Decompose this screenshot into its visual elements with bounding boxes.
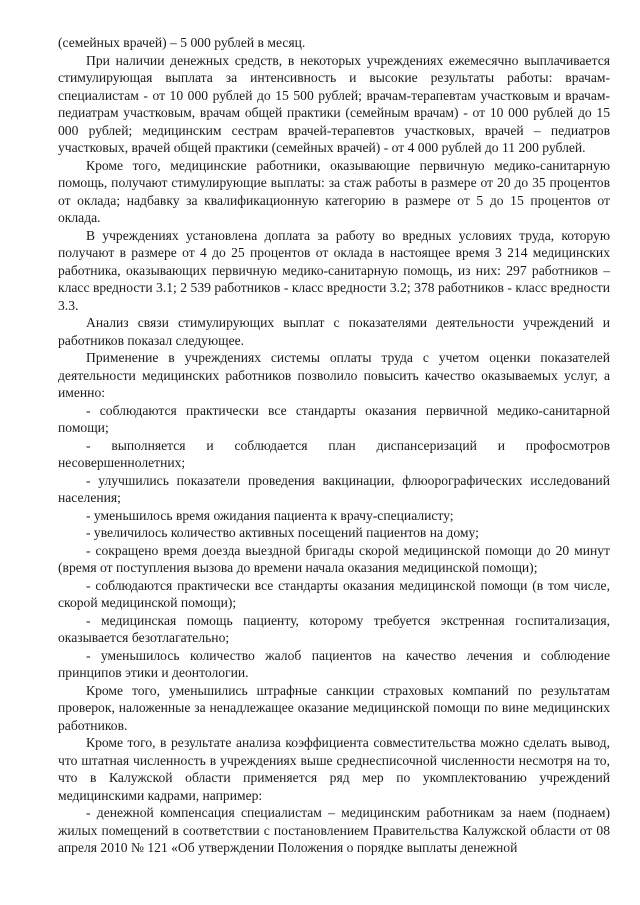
- paragraph: Анализ связи стимулирующих выплат с показателями деятельности учреждений и работников показал следующее.: [58, 315, 610, 348]
- paragraph: Кроме того, в результате анализа коэффициента совместительства можно сделать вывод, что штатная численность в учреждениях выше среднесписочной численности несмотря на то, что в Калужской области применяется ряд мер по укомплектованию учреждений медицинскими кадрами, например:: [58, 735, 610, 803]
- paragraph: Кроме того, медицинские работники, оказывающие первичную медико-санитарную помощь, получают стимулирующие выплаты: за стаж работы в размере от 20 до 35 процентов от оклада; надбавку за квалификационную категорию в размере от 5 до 15 процентов от оклада.: [58, 157, 610, 225]
- list-item: - соблюдаются практически все стандарты оказания медицинской помощи (в том числе, скорой медицинской помощи);: [58, 577, 610, 610]
- list-item: - увеличилось количество активных посещений пациентов на дому;: [86, 525, 479, 540]
- list-item: - денежной компенсация специалистам – медицинским работникам за наем (поднаем) жилых помещений в соответствии с постановлением Правительства Калужской области от 08 апреля 2010 № 121 «Об утверждении Положения о порядке выплаты денежной: [58, 805, 610, 855]
- document-body: [58, 34, 610, 857]
- list-item: - уменьшилось время ожидания пациента к врачу-специалисту;: [86, 507, 454, 523]
- paragraph: Кроме того, уменьшились штрафные санкции страховых компаний по результатам проверок, наложенные за ненадлежащее оказание медицинской помощи по вине медицинских работников.: [58, 682, 610, 733]
- list-item: - сокращено время доезда выездной бригады скорой медицинской помощи до 20 минут (время от поступления вызова до времени начала оказания медицинской помощи);: [58, 542, 610, 575]
- list-item: - выполняется и соблюдается план диспансеризаций и профосмотров несовершеннолетних;: [58, 437, 610, 470]
- paragraph: Применение в учреждениях системы оплаты труда с учетом оценки показателей деятельности медицинских работников позволило повысить качество оказываемых услуг, а именно:: [58, 350, 610, 400]
- paragraph: В учреждениях установлена доплата за работу во вредных условиях труда, которую получают в размере от 4 до 25 процентов от оклада в настоящее время 3 214 медицинских работника, оказывающих первичную медико-санитарную помощь, из них: 297 работников – класс вредности 3.1; 2 539 работников - класс вредности 3.2; 378 работников - класс вредности 3.3.: [58, 227, 610, 313]
- list-item: - медицинская помощь пациенту, которому требуется экстренная госпитализация, оказывается безотлагательно;: [58, 612, 610, 645]
- list-item: - улучшились показатели проведения вакцинации, флюорографических исследований населения;: [58, 472, 610, 505]
- list-item: - уменьшилось количество жалоб пациентов на качество лечения и соблюдение принципов этики и деонтологии.: [58, 647, 610, 680]
- paragraph: (семейных врачей) – 5 000 рублей в месяц.: [58, 35, 306, 50]
- paragraph: При наличии денежных средств, в некоторых учреждениях ежемесячно выплачивается стимулирующая выплата за интенсивность и высокие результаты работы: врачам-специалистам - от 10 000 рублей до 15 500 рублей; врачам-терапевтам участковым и врачам-педиатрам участковым, врачам общей практики (семейным врачам) - от 10 000 рублей до 15 000 рублей; медицинским сестрам врачей-терапевтов участковых, врачей – педиатров участковых, врачей общей практики (семейных врачей) - от 4 000 рублей до 11 200 рублей.: [58, 52, 610, 155]
- list-item: - соблюдаются практически все стандарты оказания первичной медико-санитарной помощи;: [58, 402, 610, 435]
